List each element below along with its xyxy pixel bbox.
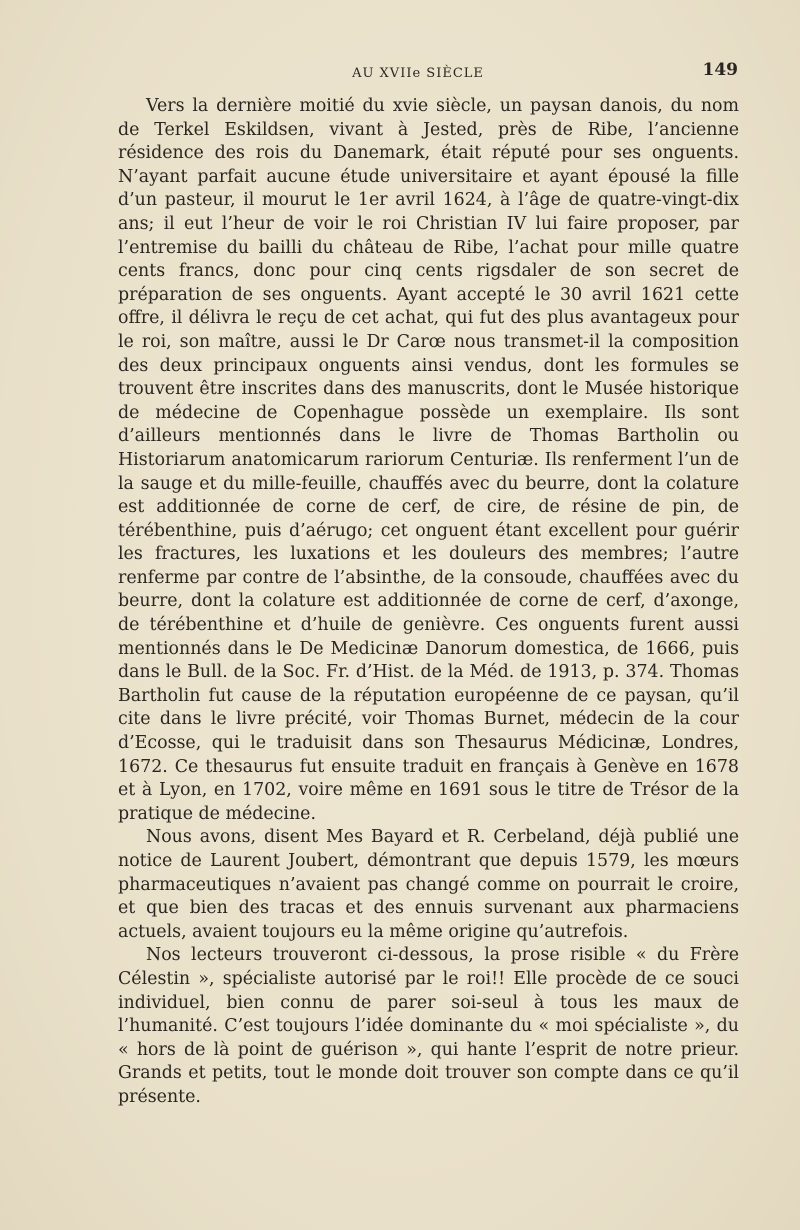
running-head: [118, 62, 738, 86]
body-text: [118, 95, 739, 1110]
running-title: AU XVIIe SIÈCLE: [352, 66, 484, 81]
paragraph-1: Vers la dernière moitié du xvie siècle, un paysan danois, du nom de Terkel Eskildsen, vivant à Jested, près de Ribe, l’ancienne résidence des rois du Danemark, était réputé pour ses onguents. N’ayant parfait aucune étude universitaire et ayant épousé la fille d’un pasteur, il mourut le 1er avril 1624, à l’âge de quatre-vingt-dix ans; il eut l’heur de voir le roi Christian IV lui faire proposer, par l’entremise du bailli du château de Ribe, l’achat pour mille quatre cents francs, donc pour cinq cents rigsdaler de son secret de préparation de ses onguents. Ayant accepté le 30 avril 1621 cette offre, il délivra le reçu de cet achat, qui fut des plus avantageux pour le roi, son maître, aussi le Dr Carœ nous transmet-il la composition des deux principaux onguents ainsi vendus, dont les formules se trouvent être inscrites dans des manuscrits, dont le Musée historique de médecine de Copenhague possède un exemplaire. Ils sont d’ailleurs mentionnés dans le livre de Thomas Bartholin ou Historiarum anatomicarum rariorum Centuriæ. Ils renferment l’un de la sauge et du mille-feuille, chauffés avec du beurre, dont la colature est additionnée de corne de cerf, de cire, de résine de pin, de térébenthine, puis d’aérugo; cet onguent étant excellent pour guérir les fractures, les luxations et les douleurs des membres; l’autre renferme par contre de l’absinthe, de la consoude, chauffées avec du beurre, dont la colature est additionnée de corne de cerf, d’axonge, de térébenthine et d’huile de genièvre. Ces onguents furent aussi mentionnés dans le De Medicinæ Danorum domestica, de 1666, puis dans le Bull. de la Soc. Fr. d’Hist. de la Méd. de 1913, p. 374. Thomas Bartholin fut cause de la réputation européenne de ce paysan, qu’il cite dans le livre précité, voir Thomas Burnet, médecin de la cour d’Ecosse, qui le traduisit dans son Thesaurus Médicinæ, Londres, 1672. Ce thesaurus fut ensuite traduit en français à Genève en 1678 et à Lyon, en 1702, voire même en 1691 sous le titre de Trésor de la pratique de médecine.: [118, 96, 739, 824]
paragraph-2: Nous avons, disent Mes Bayard et R. Cerbeland, déjà publié une notice de Laurent Joubert, démontrant que depuis 1579, les mœurs pharmaceutiques n’avaient pas changé comme on pourrait le croire, et que bien des tracas et des ennuis survenant aux pharmaciens actuels, avaient toujours eu la même origine qu’autrefois.: [118, 827, 739, 942]
page-number: 149: [702, 60, 738, 80]
paragraph-3: Nos lecteurs trouveront ci-dessous, la prose risible « du Frère Célestin », spécialiste autorisé par le roi!! Elle procède de ce souci individuel, bien connu de parer soi-seul à tous les maux de l’humanité. C’est toujours l’idée dominante du « moi spécialiste », du « hors de là point de guérison », qui hante l’esprit de notre prieur. Grands et petits, tout le monde doit trouver son compte dans ce qu’il présente.: [118, 945, 739, 1107]
